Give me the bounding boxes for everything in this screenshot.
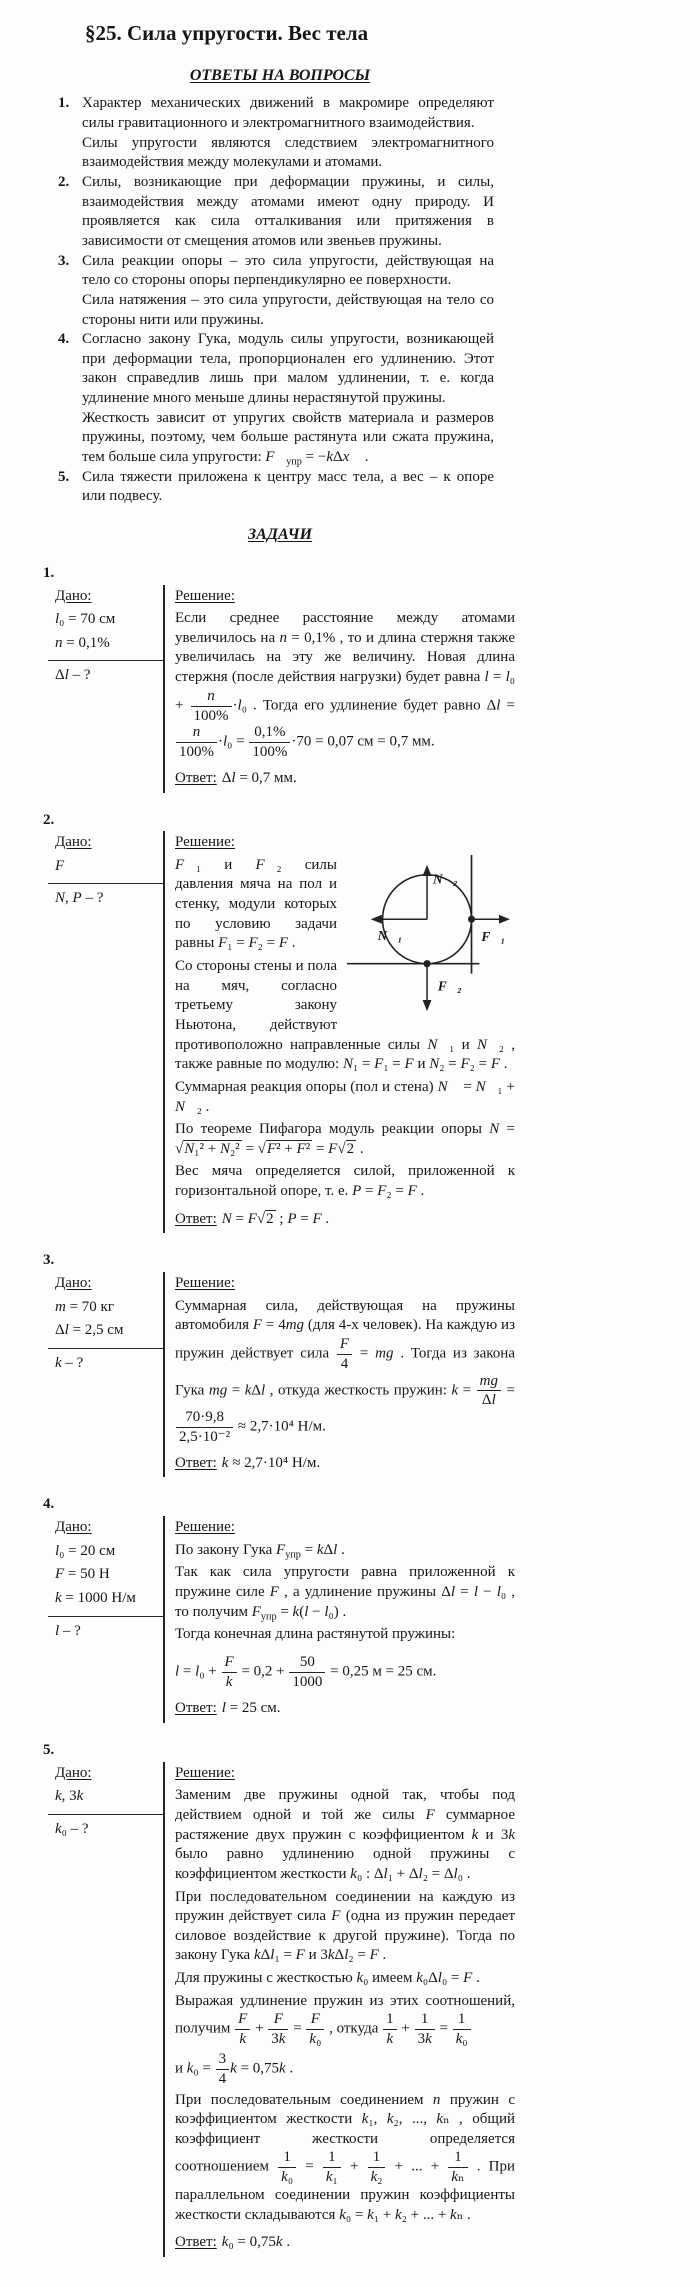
solution-paragraph: и k₀ = $\frac{3}{4}$ k = 0,75k . (175, 2050, 294, 2087)
given-label: Дано: (55, 1274, 92, 1291)
given-separator-line (48, 883, 163, 884)
given-value: Δl = 2,5 см (55, 1322, 124, 1339)
solution-paragraph: Для пружины с жесткостью k₀ имеем k₀Δl₀ = F . (175, 1970, 480, 1987)
find-value: k – ? (55, 1354, 84, 1371)
answer-paragraph: Характер механических движений в макромире определяют силы гравитационного и электромагнитного взаимодействия. (82, 95, 494, 132)
solution-formula: l = l₀ + $\frac{F}{k}$ = 0,2 + $\frac{50}{1000}$ = 0,25 м = 25 см. (175, 1653, 437, 1690)
find-value: k₀ – ? (55, 1820, 89, 1837)
answer-label: Ответ: (175, 1700, 217, 1717)
ball-in-corner-diagram (345, 853, 515, 1023)
solution-column (163, 831, 515, 1233)
given-separator-line (48, 660, 163, 661)
answer-number: 2. (58, 174, 70, 191)
solution-paragraph: Если среднее расстояние между атомами увеличилось на n = 0,1% , то и длина стержня также увеличилась на эту же величину. Новая длина стержня (после действия нагрузки) будет равна l = l₀ + $\frac{n}{100\%}$ ·l₀ . Тогда его удлинение будет равно Δl = $\frac{n}{100\%}$ ·l₀ = $\frac{0,1\%}{100\%}$ ·70 = 0,07 см = 0,7 мм. (175, 610, 516, 761)
solution-paragraph: Суммарная сила, действующая на пружины автомобиля F = 4mg (для 4-х человек). На каждую из пружин действует сила $\frac{F}{4}$ = mg . Тогда из закона Гука mg = kΔl , откуда жесткость пружин: k = $\frac{mg}{\Delta l}$ = $\frac{70\cdot 9,8}{\text{2,5·10⁻²}}$ ≈ 2,7·10⁴ Н/м. (175, 1297, 515, 1445)
problem-5 (45, 1741, 515, 2257)
given-value: k = 1000 Н/м (55, 1589, 136, 1606)
force-label-f1: F⃗₁ (481, 928, 506, 944)
solution-paragraph: Заменим две пружины одной так, чтобы под действием одной и той же силы F суммарное растяжение двух пружин с коэффициентом k и 3k было равно удлинению одной пружины с коэффициентом жесткости k₀ : Δl₁ + Δl₂ = Δl₀ . (175, 1787, 516, 1882)
given-value: n = 0,1% (55, 634, 110, 651)
given-value: l₀ = 70 см (55, 611, 116, 628)
floor-contact-dot (423, 960, 430, 967)
solution-column (163, 1272, 515, 1477)
answer-label: Ответ: (175, 1210, 217, 1227)
problem-number: 4. (43, 1496, 55, 1513)
answer-number: 1. (58, 95, 70, 112)
solution-paragraph: F⃗₁ и F⃗₂ силы давления мяча на пол и стенку, модули которых по условию задачи равны F₁ = F₂ = F . (175, 856, 337, 952)
answer-label: Ответ: (175, 1454, 217, 1471)
solution-paragraph: При последовательным соединением n пружин с коэффициентом жесткости k₁, k₂, ..., kₙ , общий коэффициент жесткости определяется соотношением $\frac{1}{\text{k₀}}$ = $\frac{1}{\text{k₁}}$ + $\frac{1}{\text{k₂}}$ + ... + $\frac{1}{\text{kₙ}}$ . При параллельном соединении пружин коэффициенты жесткости складываются k₀ = k₁ + k₂ + ... + kₙ . (175, 2091, 515, 2223)
solution-paragraph: Суммарная реакция опоры (пол и стена) N⃗ = N⃗₁ + N⃗₂ . (175, 1078, 515, 1115)
answer-line (175, 1699, 515, 1719)
problem-number: 1. (43, 564, 55, 581)
solution-column (163, 1762, 515, 2257)
problem-3 (45, 1251, 515, 1477)
given-label: Дано: (55, 1764, 92, 1781)
answer-body (82, 173, 494, 252)
answer-line (175, 1210, 515, 1230)
given-value: l₀ = 20 см (55, 1542, 116, 1559)
answer-value: k₀ = 0,75k . (221, 2234, 291, 2251)
wall-contact-dot (468, 915, 475, 922)
given-label: Дано: (55, 587, 92, 604)
answer-paragraph: Сила тяжести приложена к центру масс тела, а вес – к опоре или подвесу. (82, 468, 494, 505)
given-column (45, 1762, 163, 2257)
solution-paragraph: Так как сила упругости равна приложенной к пружине силе F , а удлинение пружины Δl = l − l₀ , то получим $F_{упр} = k(l - l_0)$ . (175, 1564, 516, 1623)
answer-paragraph: Сила натяжения – это сила упругости, действующая на тело со стороны нити или пружины. (82, 291, 494, 328)
answer-value: l = 25 см. (221, 1700, 281, 1717)
force-label-n2: N⃗₂ (432, 871, 458, 887)
answer-value: N = F√2 ; P = F . (221, 1210, 330, 1227)
answers-list (58, 94, 494, 506)
given-column (45, 585, 163, 793)
given-value: k, 3k (55, 1788, 84, 1805)
find-value: N, P – ? (55, 890, 104, 907)
solution-column (163, 585, 515, 793)
given-value: F (55, 857, 65, 874)
answer-number: 3. (58, 252, 70, 269)
solution-paragraph: Вес мяча определяется силой, приложенной к горизонтальной опоре, т. е. P = F₂ = F . (175, 1163, 515, 1200)
given-separator-line (48, 1616, 163, 1617)
given-label: Дано: (55, 834, 92, 851)
find-value: l – ? (55, 1622, 81, 1639)
given-column (45, 831, 163, 1233)
problem-4 (45, 1495, 515, 1723)
answer-label: Ответ: (175, 2234, 217, 2251)
problem-number: 3. (43, 1252, 55, 1269)
answer-item-1 (58, 94, 494, 173)
answer-value: Δl = 0,7 мм. (221, 769, 297, 786)
answer-paragraph: Согласно закону Гука, модуль силы упругости, возникающей при деформации тела, пропорционален его удлинению. Этот закон справедлив лишь при малом удлинении, т. е. когда удлинение много меньше длины нерастянутой пружины. (82, 331, 494, 407)
answer-body (82, 330, 494, 467)
page-title: §25. Сила упругости. Вес тела (85, 21, 369, 45)
answer-line (175, 2233, 515, 2253)
solution-label: Решение: (175, 1764, 235, 1781)
given-separator-line (48, 1814, 163, 1815)
answer-line (175, 1454, 515, 1474)
answer-item-3 (58, 252, 494, 331)
find-value: Δl – ? (55, 667, 91, 684)
solution-label: Решение: (175, 834, 235, 851)
solution-paragraph: Тогда конечная длина растянутой пружины: (175, 1626, 456, 1643)
solution-label: Решение: (175, 1518, 235, 1535)
given-label: Дано: (55, 1518, 92, 1535)
solution-paragraph: Со стороны стены и пола на мяч, согласно третьему закону Ньютона, действуют противоположно направленные силы N⃗₁ и N⃗₂ , также равные по модулю: N₁ = F₁ = F и N₂ = F₂ = F . (175, 958, 516, 1073)
solution-paragraph: По закону Гука $F_{упр} = k\Delta l$ . (175, 1541, 345, 1561)
given-value: m = 70 кг (55, 1298, 114, 1315)
answer-body (82, 94, 494, 173)
given-value: F = 50 Н (55, 1566, 110, 1583)
solution-label: Решение: (175, 587, 235, 604)
solution-column (163, 1516, 515, 1723)
given-separator-line (48, 1348, 163, 1349)
answer-body (82, 468, 494, 507)
solution-paragraph: При последовательном соединении на каждую из пружин действует сила F (одна из пружин передает силовое воздействие к другой пружине). Тогда по закону Гука kΔl₁ = F и 3kΔl₂ = F . (175, 1888, 515, 1964)
force-label-f2: F⃗₂ (437, 978, 462, 994)
problem-2 (45, 811, 515, 1234)
answer-value: k ≈ 2,7·10⁴ Н/м. (221, 1454, 321, 1471)
answers-section-heading: ОТВЕТЫ НА ВОПРОСЫ (189, 66, 371, 84)
answer-item-4 (58, 330, 494, 467)
given-column (45, 1516, 163, 1723)
answer-paragraph: Сила реакции опоры – это сила упругости, действующая на тело со стороны опоры перпендикулярно ее поверхности. (82, 252, 494, 289)
answer-paragraph: Силы, возникающие при деформации пружины, и силы, взаимодействия между атомами имеют одну природу. И проявляется как сила отталкивания или притяжения в зависимости от смещения атомов или звеньев пружины. (82, 174, 494, 249)
answer-label: Ответ: (175, 769, 217, 786)
answer-paragraph: Силы упругости являются следствием электромагнитного взаимодействия между молекулами и атомами. (82, 134, 494, 171)
tasks-section-heading: ЗАДАЧИ (247, 525, 313, 543)
problem-1 (45, 564, 515, 793)
answer-line (175, 769, 515, 789)
solution-paragraph: Выражая удлинение пружин из этих соотношений, получим $\frac{F}{k}$ + $\frac{F}{3k}$ = $\frac{F}{\text{k₀}}$ , откуда $\frac{1}{k}$ + $\frac{1}{3k}$ = $\frac{1}{\text{k₀}}$ (175, 1992, 515, 2048)
answer-body (82, 252, 494, 331)
answer-number: 4. (58, 331, 70, 348)
given-column (45, 1272, 163, 1477)
solution-label: Решение: (175, 1274, 235, 1291)
problem-number: 5. (43, 1742, 55, 1759)
answer-item-5 (58, 468, 494, 507)
problems-list (45, 564, 515, 2257)
answer-paragraph: Жесткость зависит от упругих свойств материала и размеров пружины, поэтому, чем больше растянута или сжата пружина, тем больше сила упругости: $F⃗_{упр}$ = −kΔx⃗ . (82, 409, 494, 468)
answer-number: 5. (58, 468, 70, 485)
answer-item-2 (58, 173, 494, 252)
solution-paragraph: По теореме Пифагора модуль реакции опоры N = √N₁² + N₂² = √F² + F² = F√2 . (175, 1121, 516, 1157)
problem-number: 2. (43, 811, 55, 828)
force-label-n1: N⃗₁ (377, 927, 403, 943)
